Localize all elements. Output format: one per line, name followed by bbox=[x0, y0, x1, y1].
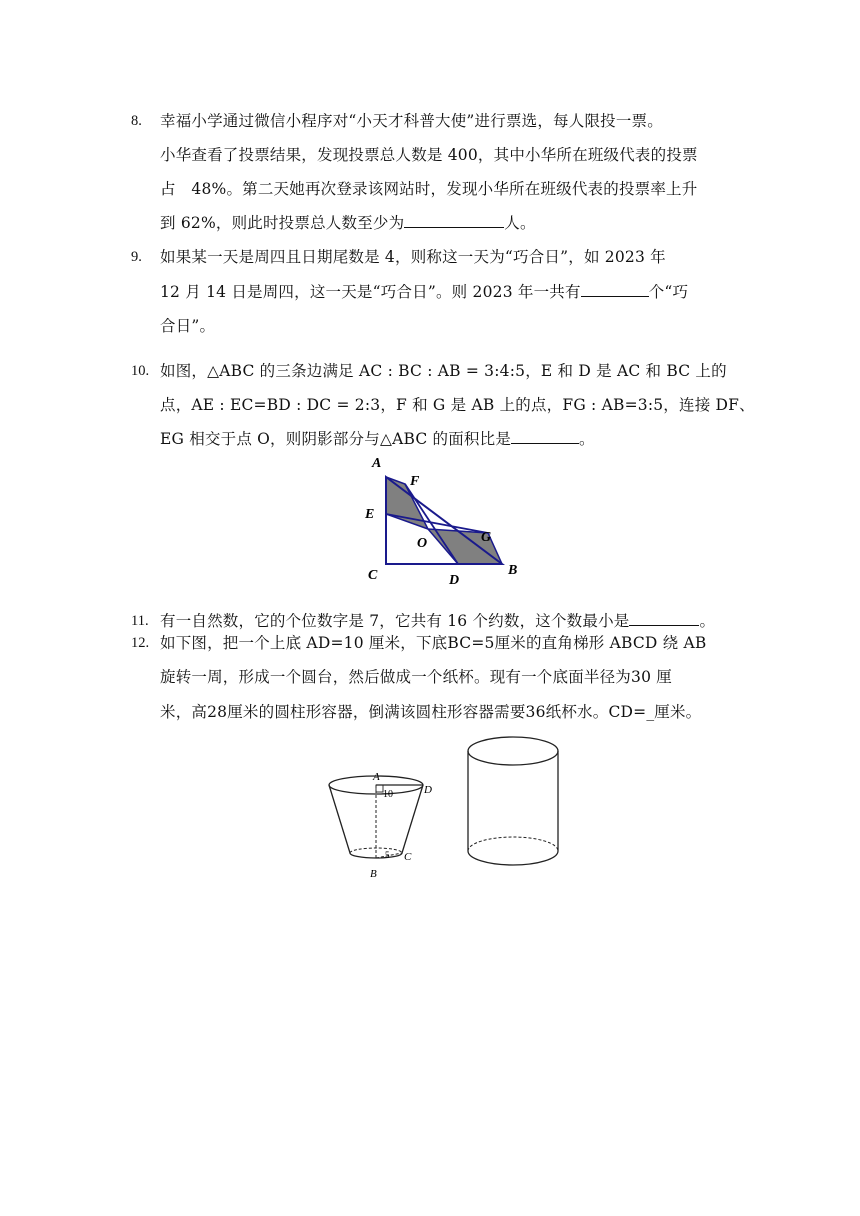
question-text: 12 月 14 日是周四，这一天是“巧合日”。则 2023 年一共有 bbox=[160, 283, 581, 301]
question-text-line: 占 48%。第二天她再次登录该网站时，发现小华所在班级代表的投票率上升 bbox=[160, 180, 698, 198]
question-text-line: 如下图，把一个上底 AD=10 厘米，下底BC=5厘米的直角梯形 ABCD 绕 AB bbox=[160, 634, 707, 652]
label-b: B bbox=[508, 563, 518, 578]
answer-blank[interactable] bbox=[404, 213, 504, 228]
question-text-line: 合日”。 bbox=[160, 317, 216, 335]
question-text-line bbox=[160, 277, 688, 307]
question-text-tail: 。 bbox=[699, 612, 716, 630]
question-text-line: 幸福小学通过微信小程序对“小天才科普大使”进行票选，每人限投一票。 bbox=[160, 112, 663, 130]
cylinder-top-ellipse bbox=[468, 737, 558, 765]
cylinder-bottom-front bbox=[468, 851, 558, 865]
paper-cup-figure bbox=[320, 765, 440, 885]
question-text-line: 点，AE : EC=BD : DC = 2:3，F 和 G 是 AB 上的点，FG : AB=3:5，连接 DF、 bbox=[160, 396, 755, 414]
question-number: 12. bbox=[131, 635, 150, 651]
label-a: A bbox=[372, 456, 382, 471]
right-angle-mark bbox=[376, 785, 383, 792]
answer-blank[interactable] bbox=[629, 611, 699, 626]
label-g: G bbox=[481, 530, 492, 545]
answer-blank[interactable] bbox=[511, 429, 579, 444]
triangle-figure bbox=[360, 452, 530, 592]
question-number: 8. bbox=[131, 113, 142, 129]
label-c: C bbox=[368, 568, 378, 583]
label-cup-b: B bbox=[370, 868, 377, 880]
question-text: 有一自然数，它的个位数字是 7，它共有 16 个约数，这个数最小是 bbox=[160, 612, 630, 630]
question-text-line bbox=[160, 424, 595, 454]
label-o: O bbox=[417, 536, 428, 551]
question-text-tail: 个“巧 bbox=[648, 283, 689, 301]
question-text: 到 62%，则此时投票总人数至少为 bbox=[160, 214, 405, 232]
label-cup-five: 5 bbox=[385, 850, 390, 860]
question-text-line: 如果某一天是周四且日期尾数是 4，则称这一天为“巧合日”，如 2023 年 bbox=[160, 248, 666, 266]
label-cup-a: A bbox=[373, 771, 380, 783]
label-cup-d: D bbox=[424, 784, 432, 796]
question-text-line bbox=[160, 208, 536, 238]
question-text-line: 米，高28厘米的圆柱形容器，倒满该圆柱形容器需要36纸杯水。CD=_厘米。 bbox=[160, 703, 702, 721]
label-d: D bbox=[449, 573, 460, 588]
label-e: E bbox=[365, 507, 375, 522]
question-text-tail: 。 bbox=[579, 430, 595, 448]
question-text-line: 旋转一周，形成一个圆台，然后做成一个纸杯。现有一个底面半径为30 厘 bbox=[160, 668, 672, 686]
question-number: 11. bbox=[131, 613, 149, 629]
question-text-line: 小华查看了投票结果，发现投票总人数是 400，其中小华所在班级代表的投票 bbox=[160, 146, 698, 164]
label-cup-c: C bbox=[404, 851, 412, 863]
label-f: F bbox=[410, 474, 420, 489]
cup-left-side bbox=[329, 785, 350, 853]
cylinder-figure bbox=[462, 730, 568, 875]
label-cup-ten: 10 bbox=[383, 789, 393, 800]
question-number: 9. bbox=[131, 249, 142, 265]
question-text-tail: 人。 bbox=[504, 214, 536, 232]
question-text-line: 如图，△ABC 的三条边满足 AC : BC : AB = 3:4:5，E 和 D 是 AC 和 BC 上的 bbox=[160, 362, 727, 380]
question-number: 10. bbox=[131, 363, 150, 379]
answer-blank[interactable] bbox=[581, 282, 649, 297]
cylinder-bottom-back bbox=[468, 837, 558, 851]
cup-right-side bbox=[402, 785, 423, 853]
question-text: EG 相交于点 O，则阴影部分与△ABC 的面积比是 bbox=[160, 430, 512, 448]
